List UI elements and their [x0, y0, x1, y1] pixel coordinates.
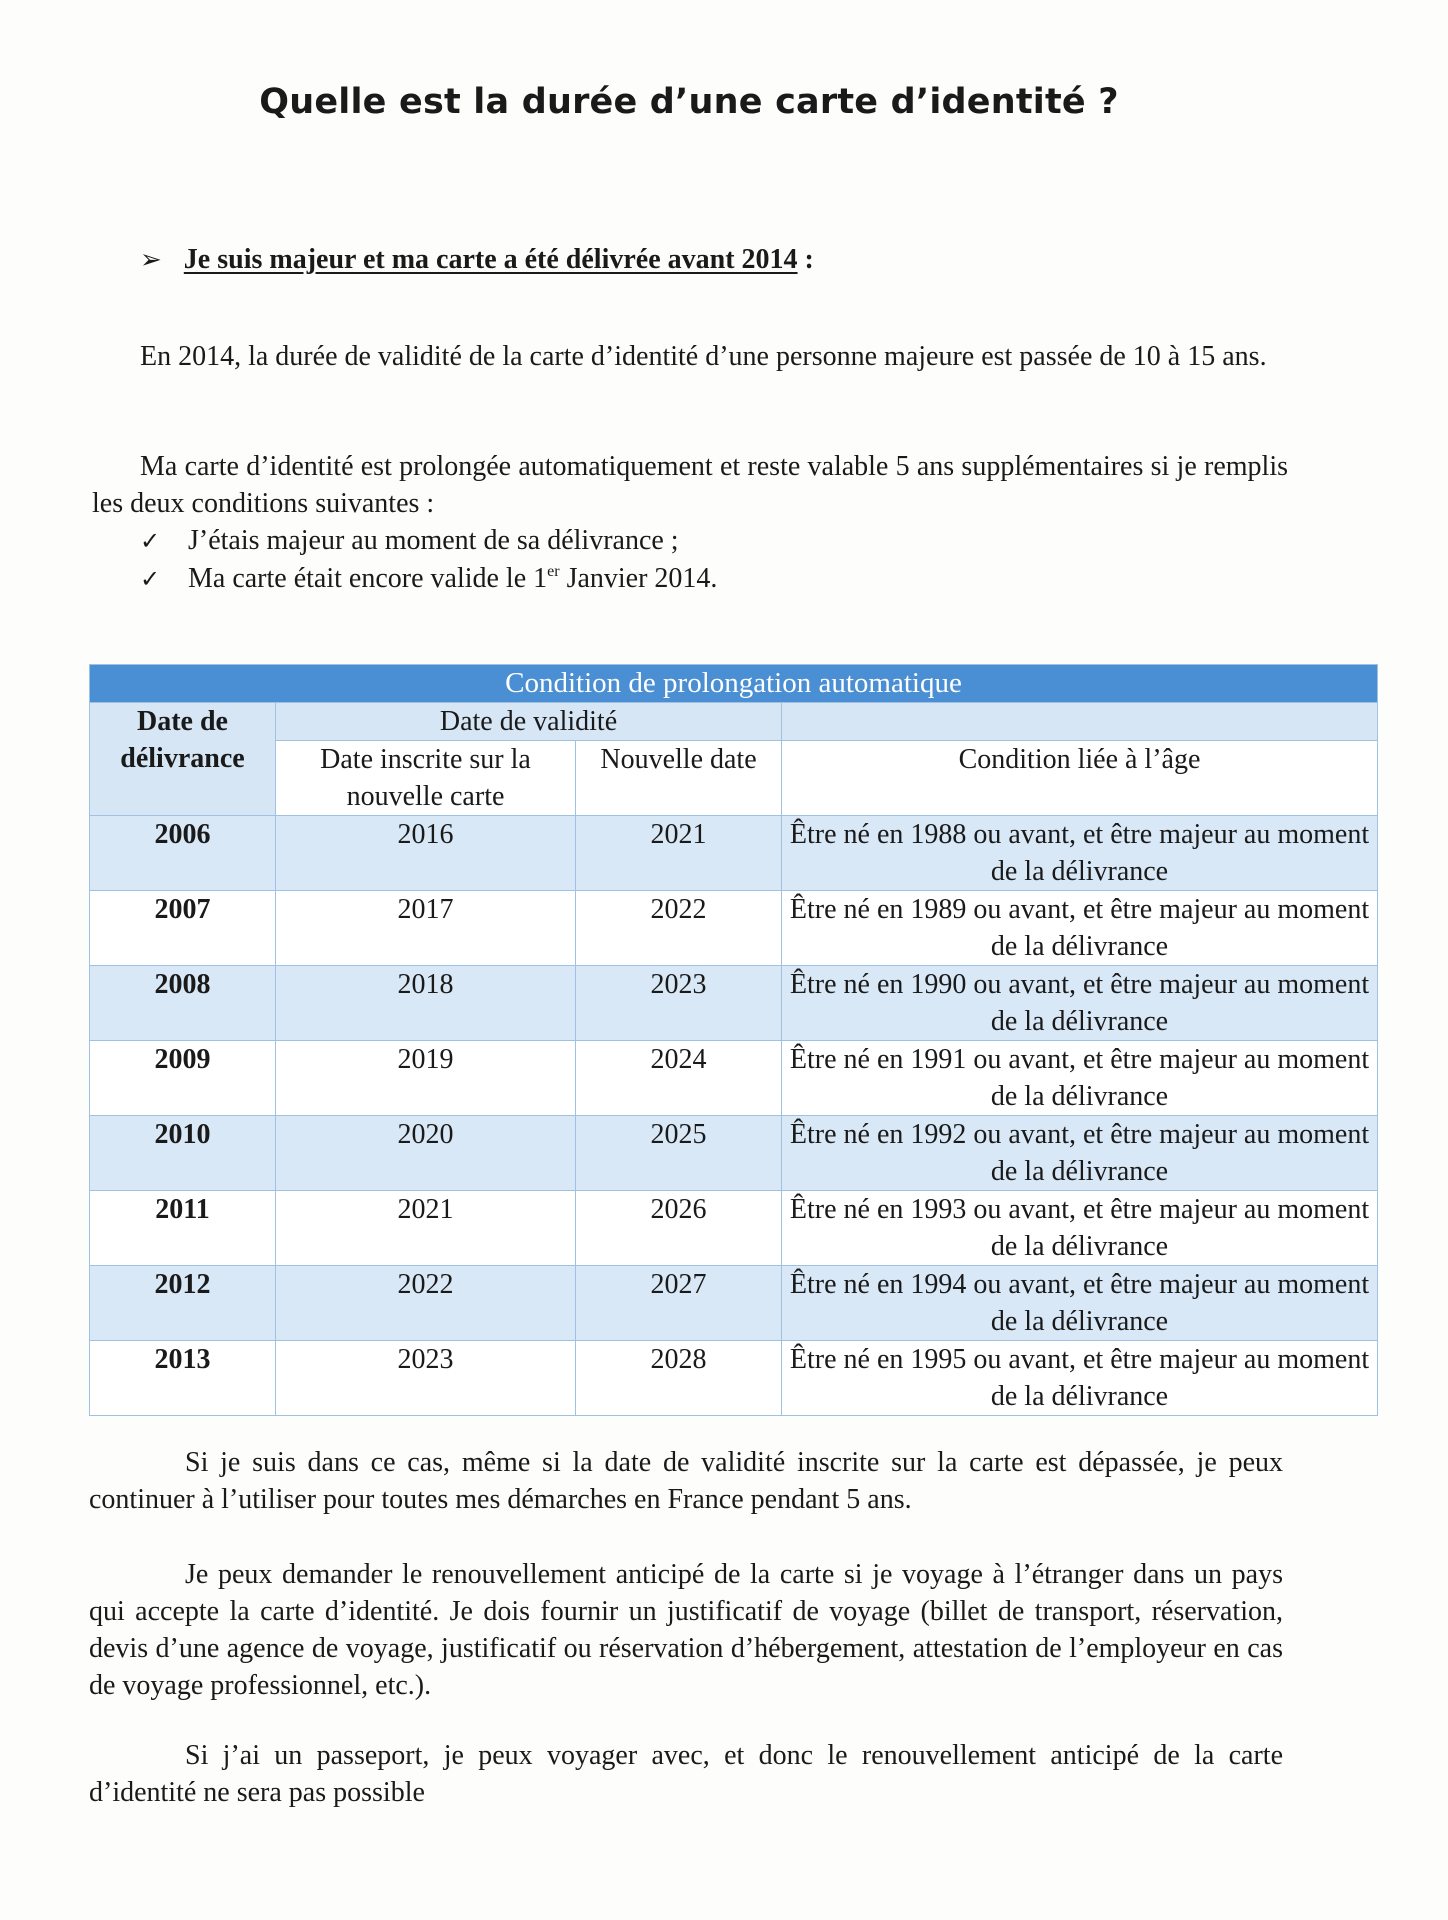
paragraph-early-renewal: Je peux demander le renouvellement anticipé de la carte si je voyage à l’étranger dans un pays qui accepte la carte d’identité. Je dois fournir un justificatif de voyage (billet de transport, réservation, devis d’une agence de voyage, justificatif ou réservation d’hébergement, attestation de l’employeur en cas de voyage professionnel, etc.).	[89, 1559, 1283, 1701]
cell-year: 2013	[90, 1341, 276, 1416]
section-heading-text: Je suis majeur et ma carte a été délivrée avant 2014	[183, 244, 798, 275]
table-row	[90, 891, 1378, 966]
cell-inscrite: 2018	[276, 966, 576, 1041]
cell-nouvelle: 2021	[576, 816, 782, 891]
cell-nouvelle: 2022	[576, 891, 782, 966]
header-empty-cell	[782, 703, 1378, 741]
cell-nouvelle: 2023	[576, 966, 782, 1041]
table-row	[90, 1116, 1378, 1191]
table-row	[90, 1266, 1378, 1341]
cell-year: 2008	[90, 966, 276, 1041]
cell-nouvelle: 2024	[576, 1041, 782, 1116]
cell-inscrite: 2016	[276, 816, 576, 891]
cell-condition: Être né en 1994 ou avant, et être majeur au moment de la délivrance	[782, 1266, 1378, 1341]
table-row	[90, 1341, 1378, 1416]
page-title: Quelle est la durée d’une carte d’identité ?	[259, 82, 1119, 122]
arrow-bullet-icon: ➢	[140, 245, 162, 274]
table-row	[90, 966, 1378, 1041]
cell-condition: Être né en 1992 ou avant, et être majeur au moment de la délivrance	[782, 1116, 1378, 1191]
table-row	[90, 1041, 1378, 1116]
paragraph-validity-change: En 2014, la durée de validité de la carte d’identité d’une personne majeure est passée de 10 à 15 ans.	[140, 341, 1267, 372]
cell-inscrite: 2023	[276, 1341, 576, 1416]
cell-year: 2012	[90, 1266, 276, 1341]
cell-condition: Être né en 1989 ou avant, et être majeur au moment de la délivrance	[782, 891, 1378, 966]
header-date-delivrance: Date de délivrance	[90, 703, 276, 816]
cell-year: 2006	[90, 816, 276, 891]
checklist-item-text: Ma carte était encore valide le 1er Janvier 2014.	[188, 563, 718, 594]
table-row	[90, 816, 1378, 891]
cell-nouvelle: 2027	[576, 1266, 782, 1341]
cell-year: 2009	[90, 1041, 276, 1116]
paragraph-continued-use: Si je suis dans ce cas, même si la date de validité inscrite sur la carte est dépassée, je peux continuer à l’utiliser pour toutes mes démarches en France pendant 5 ans.	[89, 1447, 1283, 1515]
header-date-validite: Date de validité	[276, 703, 782, 741]
cell-condition: Être né en 1990 ou avant, et être majeur au moment de la délivrance	[782, 966, 1378, 1041]
paragraph-automatic-extension: Ma carte d’identité est prolongée automatiquement et reste valable 5 ans supplémentaires si je remplis les deux conditions suivantes :	[92, 451, 1288, 519]
cell-condition: Être né en 1991 ou avant, et être majeur au moment de la délivrance	[782, 1041, 1378, 1116]
header-date-inscrite: Date inscrite sur la nouvelle carte	[276, 741, 576, 816]
table-row	[90, 1191, 1378, 1266]
section-heading	[140, 244, 814, 276]
header-nouvelle-date: Nouvelle date	[576, 741, 782, 816]
cell-inscrite: 2020	[276, 1116, 576, 1191]
cell-year: 2011	[90, 1191, 276, 1266]
checkmark-icon: ✓	[140, 565, 161, 593]
cell-condition: Être né en 1993 ou avant, et être majeur au moment de la délivrance	[782, 1191, 1378, 1266]
cell-year: 2007	[90, 891, 276, 966]
checklist-item	[140, 522, 717, 560]
header-condition-age: Condition liée à l’âge	[782, 741, 1378, 816]
table-caption: Condition de prolongation automatique	[90, 665, 1378, 703]
cell-inscrite: 2022	[276, 1266, 576, 1341]
conditions-checklist	[140, 522, 717, 598]
section-heading-suffix: :	[797, 244, 814, 275]
cell-inscrite: 2019	[276, 1041, 576, 1116]
checkmark-icon: ✓	[140, 527, 161, 555]
prolongation-table	[89, 664, 1378, 1416]
cell-nouvelle: 2026	[576, 1191, 782, 1266]
cell-condition: Être né en 1995 ou avant, et être majeur au moment de la délivrance	[782, 1341, 1378, 1416]
checklist-item-text: J’étais majeur au moment de sa délivrance ;	[188, 525, 679, 556]
paragraph-passport: Si j’ai un passeport, je peux voyager avec, et donc le renouvellement anticipé de la carte d’identité ne sera pas possible	[89, 1740, 1283, 1808]
cell-year: 2010	[90, 1116, 276, 1191]
cell-condition: Être né en 1988 ou avant, et être majeur au moment de la délivrance	[782, 816, 1378, 891]
checklist-item	[140, 560, 717, 598]
cell-nouvelle: 2028	[576, 1341, 782, 1416]
cell-inscrite: 2017	[276, 891, 576, 966]
cell-nouvelle: 2025	[576, 1116, 782, 1191]
cell-inscrite: 2021	[276, 1191, 576, 1266]
